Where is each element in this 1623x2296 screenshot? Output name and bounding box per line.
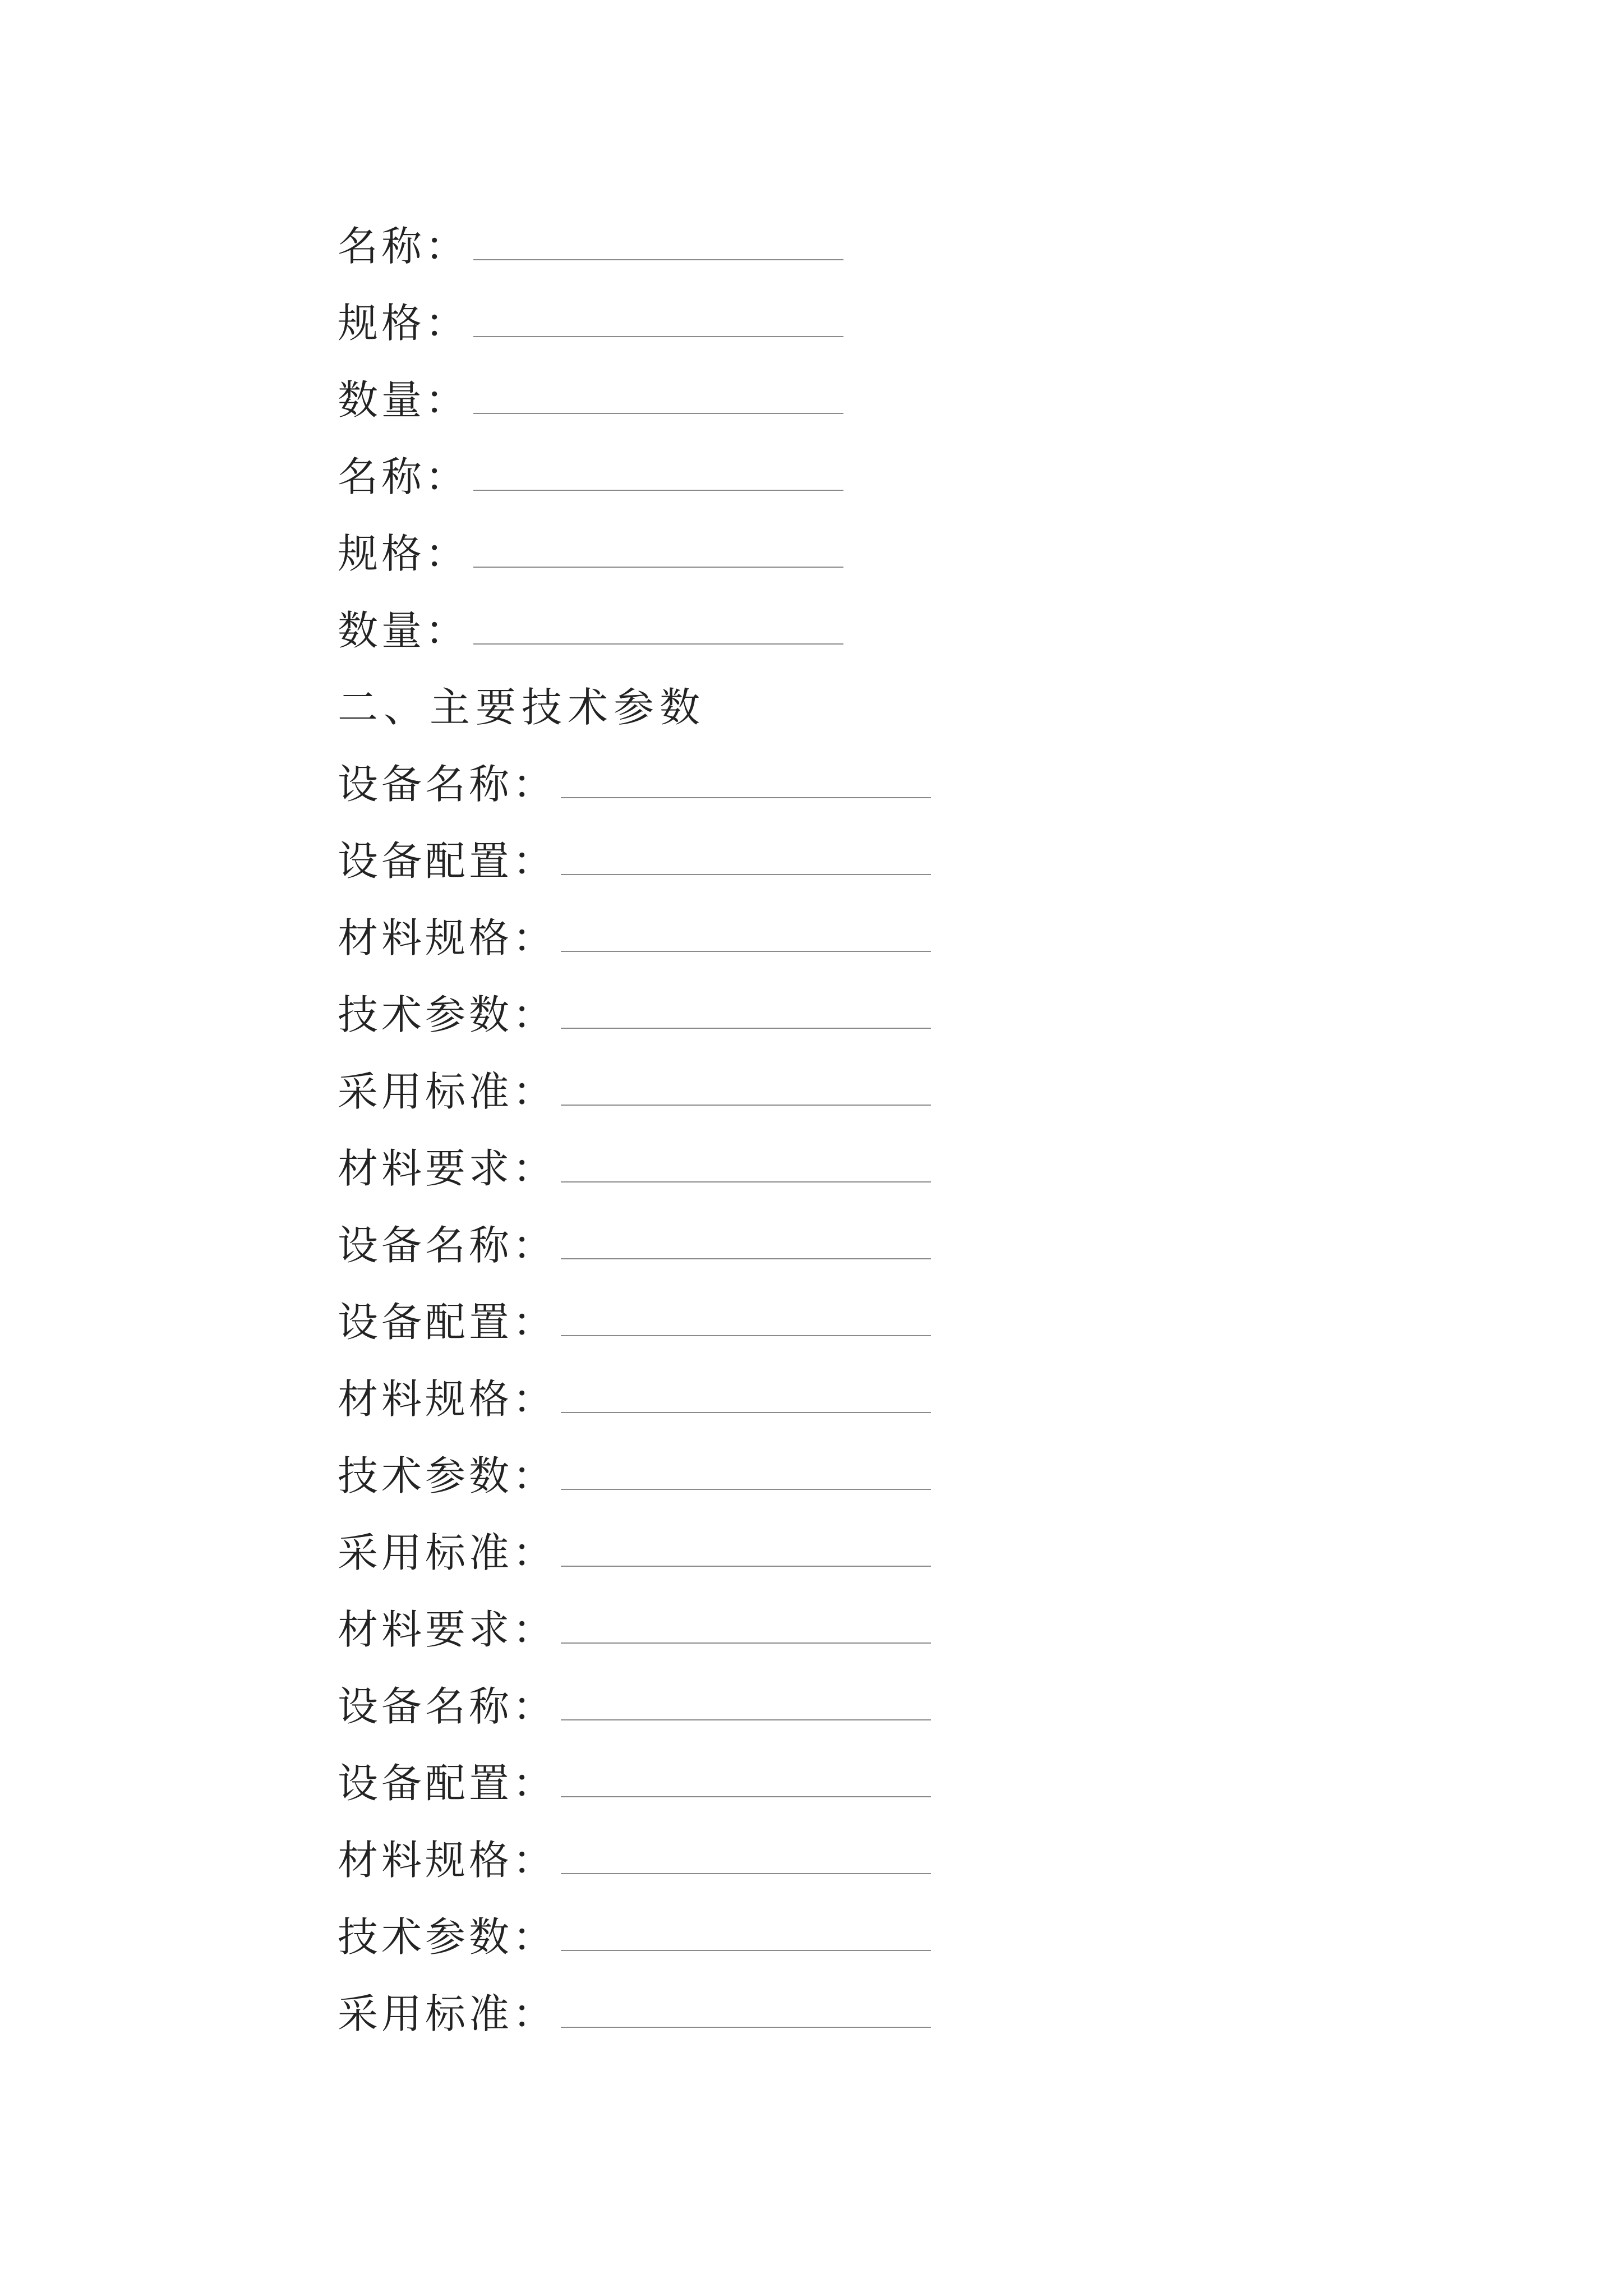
field-row: [338, 973, 1403, 1050]
field-row: [338, 512, 1403, 588]
field-row: [338, 896, 1403, 973]
field-label: 设备配置：: [338, 1759, 557, 1807]
field-label: 设备配置：: [338, 837, 557, 885]
field-row: [338, 1972, 1403, 2049]
fill-in-blank[interactable]: [561, 1719, 931, 1720]
field-label: 设备名称：: [338, 760, 557, 808]
field-row: [338, 1818, 1403, 1895]
fill-in-blank[interactable]: [561, 951, 931, 952]
field-label: 名称：: [338, 222, 469, 270]
fill-in-blank[interactable]: [473, 259, 843, 260]
field-label: 数量：: [338, 376, 469, 424]
fill-in-blank[interactable]: [473, 643, 843, 645]
field-row: [338, 1511, 1403, 1588]
fill-in-blank[interactable]: [473, 490, 843, 491]
field-label: 规格：: [338, 530, 469, 577]
field-row: [338, 1741, 1403, 1818]
fill-in-blank[interactable]: [561, 1335, 931, 1336]
field-row: [338, 1588, 1403, 1664]
field-row: [338, 742, 1403, 819]
fill-in-blank[interactable]: [561, 1412, 931, 1413]
field-row: [338, 1434, 1403, 1511]
field-row: [338, 435, 1403, 512]
field-label: 设备配置：: [338, 1298, 557, 1346]
field-label: 材料要求：: [338, 1605, 557, 1653]
field-row: [338, 1203, 1403, 1280]
fill-in-blank[interactable]: [561, 1028, 931, 1029]
field-row: [338, 1664, 1403, 1741]
field-row: [338, 281, 1403, 358]
fill-in-blank[interactable]: [561, 1489, 931, 1490]
field-label: 规格：: [338, 299, 469, 347]
section-heading: 二、主要技术参数: [338, 683, 706, 731]
fill-in-blank[interactable]: [561, 1873, 931, 1874]
fill-in-blank[interactable]: [561, 1181, 931, 1182]
field-label: 材料规格：: [338, 1836, 557, 1884]
field-label: 设备名称：: [338, 1221, 557, 1269]
field-row: [338, 1280, 1403, 1357]
fill-in-blank[interactable]: [473, 336, 843, 337]
form-content: [338, 204, 1403, 2049]
fill-in-blank[interactable]: [561, 1258, 931, 1259]
field-label: 采用标准：: [338, 1990, 557, 2037]
fill-in-blank[interactable]: [561, 1105, 931, 1106]
fill-in-blank[interactable]: [561, 2027, 931, 2028]
field-row: [338, 1126, 1403, 1203]
fill-in-blank[interactable]: [561, 874, 931, 875]
field-label: 技术参数：: [338, 1913, 557, 1961]
fill-in-blank[interactable]: [473, 413, 843, 414]
field-row: [338, 204, 1403, 281]
field-label: 材料要求：: [338, 1144, 557, 1192]
field-row: [338, 1895, 1403, 1972]
field-label: 材料规格：: [338, 914, 557, 961]
fill-in-blank[interactable]: [561, 1796, 931, 1797]
field-row: [338, 819, 1403, 896]
field-row: [338, 588, 1403, 665]
fill-in-blank[interactable]: [561, 797, 931, 798]
field-label: 材料规格：: [338, 1375, 557, 1423]
field-row: [338, 1050, 1403, 1126]
fill-in-blank[interactable]: [561, 1566, 931, 1567]
field-label: 技术参数：: [338, 991, 557, 1038]
field-label: 名称：: [338, 453, 469, 500]
fill-in-blank[interactable]: [473, 567, 843, 568]
fill-in-blank[interactable]: [561, 1642, 931, 1644]
field-label: 采用标准：: [338, 1529, 557, 1576]
field-row: [338, 358, 1403, 435]
field-row: [338, 1357, 1403, 1434]
fill-in-blank[interactable]: [561, 1950, 931, 1951]
field-label: 设备名称：: [338, 1682, 557, 1730]
field-label: 技术参数：: [338, 1452, 557, 1499]
field-label: 采用标准：: [338, 1068, 557, 1115]
field-label: 数量：: [338, 606, 469, 654]
